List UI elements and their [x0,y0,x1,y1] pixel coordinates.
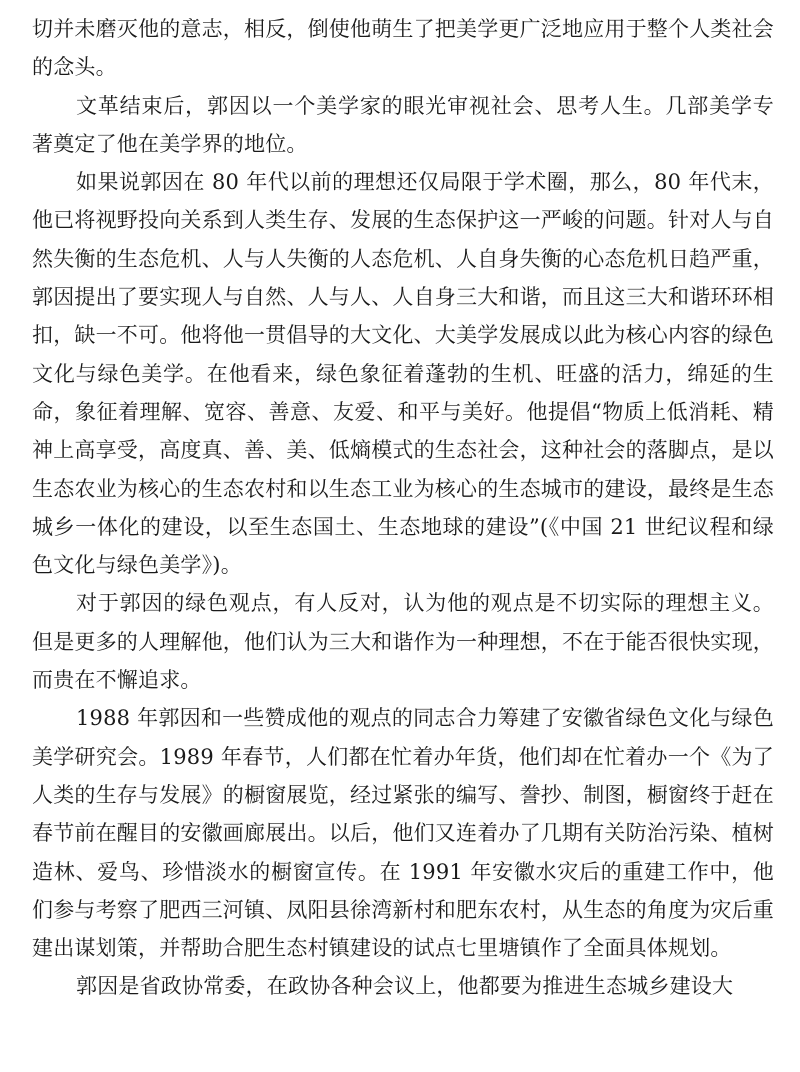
paragraph-6: 郭因是省政协常委，在政协各种会议上，他都要为推进生态城乡建设大 [76,974,734,999]
paragraph-2: 文革结束后，郭因以一个美学家的眼光审视社会、思考人生。几部美学专著奠定了他在美学界的地位。 [32,93,774,156]
paragraph-4: 对于郭因的绿色观点，有人反对，认为他的观点是不切实际的理想主义。但是更多的人理解他，他们认为三大和谐作为一种理想，不在于能否很快实现，而贵在不懈追求。 [32,591,774,693]
paragraph-5: 1988 年郭因和一些赞成他的观点的同志合力筹建了安徽省绿色文化与绿色美学研究会。1989 年春节，人们都在忙着办年货，他们却在忙着办一个《为了人类的生存与发展》的橱窗展览，经过紧张的编写、誊抄、制图，橱窗终于赶在春节前在醒目的安徽画廊展出。以后，他们又连着办了几期有关防治污染、植树造林、爱鸟、珍惜淡水的橱窗宣传。在 1991 年安徽水灾后的重建工作中，他们参与考察了肥西三河镇、凤阳县徐湾新村和肥东农村，从生态的角度为灾后重建出谋划策，并帮助合肥生态村镇建设的试点七里塘镇作了全面具体规划。 [32,706,774,961]
document-page [32,10,774,1065]
paragraph-3: 如果说郭因在 80 年代以前的理想还仅局限于学术圈，那么，80 年代末，他已将视野投向关系到人类生存、发展的生态保护这一严峻的问题。针对人与自然失衡的生态危机、人与人失衡的人态危机、人自身失衡的心态危机日趋严重，郭因提出了要实现人与自然、人与人、人自身三大和谐，而且这三大和谐环环相扣，缺一不可。他将他一贯倡导的大文化、大美学发展成以此为核心内容的绿色文化与绿色美学。在他看来，绿色象征着蓬勃的生机、旺盛的活力，绵延的生命，象征着理解、宽容、善意、友爱、和平与美好。他提倡“物质上低消耗、精神上高享受，高度真、善、美、低熵模式的生态社会，这种社会的落脚点，是以生态农业为核心的生态农村和以生态工业为核心的生态城市的建设，最终是生态城乡一体化的建设，以至生态国土、生态地球的建设”(《中国 21 世纪议程和绿色文化与绿色美学》)。 [32,170,774,578]
paragraph-1: 切并未磨灭他的意志，相反，倒使他萌生了把美学更广泛地应用于整个人类社会的念头。 [32,17,774,80]
